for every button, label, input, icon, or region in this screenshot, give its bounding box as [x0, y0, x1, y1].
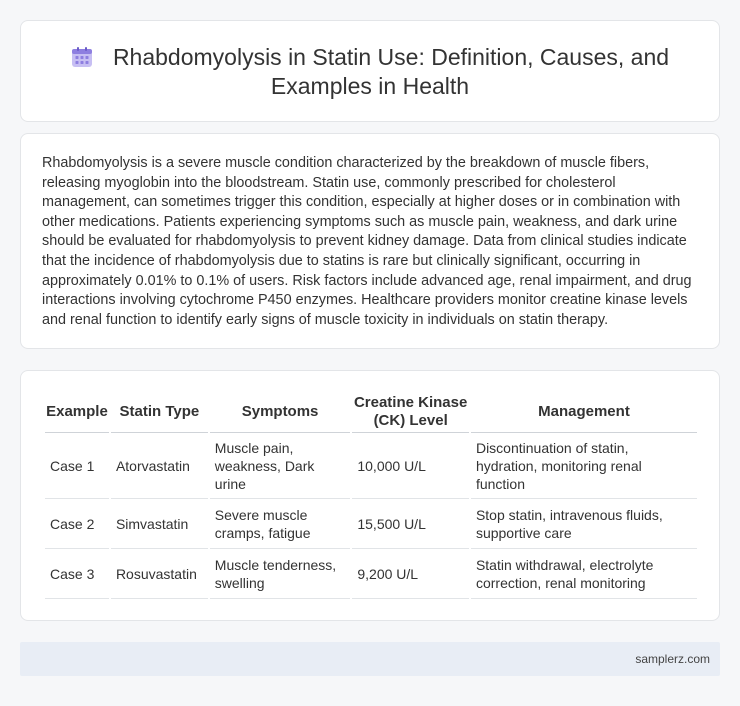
cell-statin-type: Atorvastatin: [111, 433, 208, 499]
cell-symptoms: Muscle pain, weakness, Dark urine: [210, 433, 351, 499]
cell-symptoms: Severe muscle cramps, fatigue: [210, 499, 351, 549]
cell-management: Discontinuation of statin, hydration, monitoring renal function: [471, 433, 697, 499]
description-text: Rhabdomyolysis is a severe muscle condition characterized by the breakdown of muscle fibers, releasing myoglobin into the bloodstream. Statin use, commonly prescribed for cholesterol management, can sometimes trigger this condition, especially at higher doses or in combination with other medications. Patients experiencing symptoms such as muscle pain, weakness, and dark urine should be evaluated for rhabdomyolysis to prevent kidney damage. Data from clinical studies indicate that the incidence of rhabdomyolysis due to statins is rare but clinically significant, occurring in approximately 0.01% to 0.1% of users. Risk factors include advanced age, renal impairment, and drug interactions involving cytochrome P450 enzymes. Healthcare providers monitor creatine kinase levels and renal function to identify early signs of muscle toxicity in individuals on statin therapy.: [42, 155, 692, 328]
header-card: [20, 20, 720, 122]
cell-statin-type: Rosuvastatin: [111, 549, 208, 599]
cell-example: Case 3: [45, 549, 109, 599]
table-row: [45, 549, 697, 599]
page-title-container: [61, 43, 679, 101]
footer-bar: [20, 642, 720, 676]
cell-example: Case 1: [45, 433, 109, 499]
cases-table: [43, 391, 699, 599]
cell-management: Stop statin, intravenous fluids, supportive care: [471, 499, 697, 549]
calendar-icon: [71, 46, 93, 68]
header-statin-type: Statin Type: [111, 391, 208, 433]
header-ck-level: Creatine Kinase (CK) Level: [352, 391, 469, 433]
cell-ck-level: 15,500 U/L: [352, 499, 469, 549]
table-row: [45, 433, 697, 499]
header-management: Management: [471, 391, 697, 433]
table-card: [20, 370, 720, 621]
cell-example: Case 2: [45, 499, 109, 549]
page-title: Rhabdomyolysis in Statin Use: Definition, Causes, and Examples in Health: [112, 44, 670, 99]
header-symptoms: Symptoms: [210, 391, 351, 433]
cell-ck-level: 10,000 U/L: [352, 433, 469, 499]
header-example: Example: [45, 391, 109, 433]
cell-ck-level: 9,200 U/L: [352, 549, 469, 599]
cell-management: Statin withdrawal, electrolyte correction, renal monitoring: [471, 549, 697, 599]
table-header-row: [45, 391, 697, 433]
description-card: [20, 133, 720, 349]
cell-statin-type: Simvastatin: [111, 499, 208, 549]
table-row: [45, 499, 697, 549]
cell-symptoms: Muscle tenderness, swelling: [210, 549, 351, 599]
footer-source-link[interactable]: samplerz.com: [635, 652, 710, 666]
